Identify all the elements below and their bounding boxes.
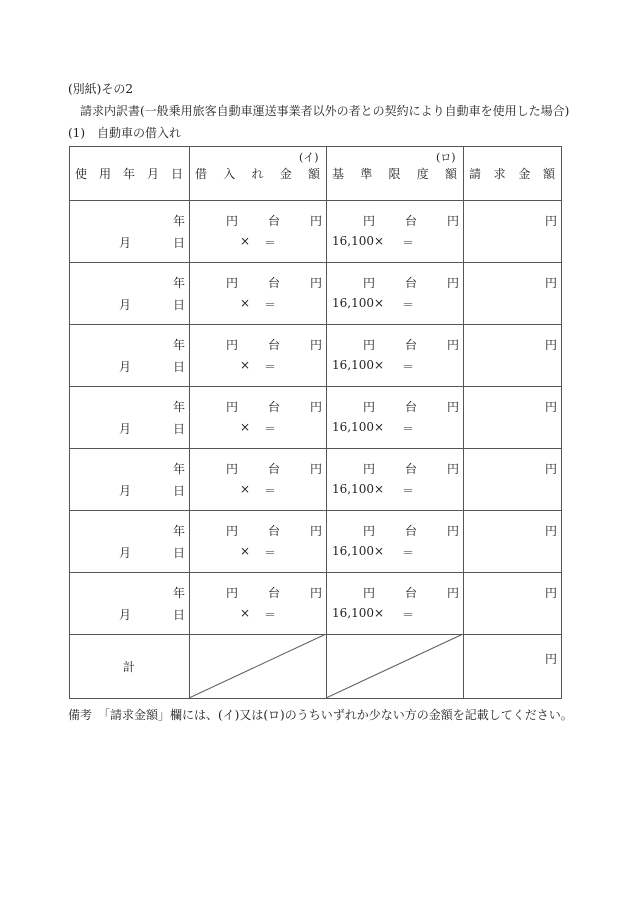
header-char: 準 — [360, 167, 373, 181]
standard-units-label: 台 — [405, 462, 418, 476]
standard-yen-label: 円 — [447, 214, 460, 228]
claim-breakdown-table — [69, 146, 562, 699]
claim-yen-label: 円 — [545, 276, 558, 290]
table-row-border — [69, 572, 562, 573]
loan-equals-sign: ＝ — [264, 236, 277, 250]
loan-units-label: 台 — [268, 338, 281, 352]
claim-yen-label: 円 — [545, 400, 558, 414]
loan-yen-label: 円 — [310, 586, 323, 600]
standard-rate-value: 16,100× — [332, 358, 385, 372]
loan-units-label: 台 — [268, 276, 281, 290]
standard-rate-value: 16,100× — [332, 606, 385, 620]
loan-equals-sign: ＝ — [264, 298, 277, 312]
header-char: 請 — [469, 167, 482, 181]
loan-times-sign: × — [240, 482, 251, 496]
loan-times-sign: × — [240, 606, 251, 620]
date-year-label: 年 — [173, 214, 186, 228]
loan-yen-label: 円 — [226, 462, 239, 476]
standard-yen-label: 円 — [363, 400, 376, 414]
loan-times-sign: × — [240, 544, 251, 558]
header-char: 借 — [195, 167, 208, 181]
date-day-label: 日 — [173, 298, 186, 312]
header-char: 用 — [98, 167, 111, 181]
header-char: 金 — [518, 167, 531, 181]
header-char: 月 — [146, 167, 159, 181]
standard-equals-sign: ＝ — [402, 546, 415, 560]
standard-equals-sign: ＝ — [402, 422, 415, 436]
header-char: 年 — [122, 167, 135, 181]
total-label: 計 — [123, 660, 136, 674]
table-column-border — [69, 146, 70, 699]
header-cell-2 — [332, 165, 457, 182]
table-row-border — [69, 386, 562, 387]
header-cell-1 — [195, 165, 320, 182]
standard-yen-label: 円 — [447, 400, 460, 414]
standard-yen-label: 円 — [363, 276, 376, 290]
date-day-label: 日 — [173, 608, 186, 622]
date-month-label: 月 — [119, 484, 132, 498]
loan-yen-label: 円 — [310, 214, 323, 228]
date-year-label: 年 — [173, 462, 186, 476]
form-label: (別紙)その2 — [68, 82, 133, 96]
header-char: 度 — [416, 167, 429, 181]
loan-times-sign: × — [240, 420, 251, 434]
header-char: 日 — [170, 167, 183, 181]
date-month-label: 月 — [119, 236, 132, 250]
date-day-label: 日 — [173, 484, 186, 498]
table-column-border — [561, 146, 562, 699]
loan-units-label: 台 — [268, 400, 281, 414]
loan-yen-label: 円 — [310, 338, 323, 352]
standard-yen-label: 円 — [447, 462, 460, 476]
standard-equals-sign: ＝ — [402, 298, 415, 312]
section-heading: (1) 自動車の借入れ — [68, 126, 181, 140]
header-char: 使 — [75, 167, 88, 181]
date-year-label: 年 — [173, 400, 186, 414]
standard-yen-label: 円 — [363, 462, 376, 476]
date-day-label: 日 — [173, 422, 186, 436]
header-cell-0 — [75, 165, 183, 182]
not-applicable-diagonal — [189, 634, 326, 698]
standard-units-label: 台 — [405, 276, 418, 290]
date-month-label: 月 — [119, 546, 132, 560]
claim-yen-label: 円 — [545, 214, 558, 228]
loan-yen-label: 円 — [310, 400, 323, 414]
standard-units-label: 台 — [405, 214, 418, 228]
standard-yen-label: 円 — [447, 524, 460, 538]
date-year-label: 年 — [173, 586, 186, 600]
loan-yen-label: 円 — [226, 586, 239, 600]
header-char: 求 — [493, 167, 506, 181]
loan-yen-label: 円 — [226, 400, 239, 414]
header-tag-1: (イ) — [299, 151, 319, 164]
date-year-label: 年 — [173, 338, 186, 352]
standard-rate-value: 16,100× — [332, 420, 385, 434]
loan-times-sign: × — [240, 296, 251, 310]
loan-yen-label: 円 — [226, 338, 239, 352]
standard-equals-sign: ＝ — [402, 484, 415, 498]
header-tag-2: (ロ) — [436, 151, 456, 164]
loan-equals-sign: ＝ — [264, 360, 277, 374]
date-day-label: 日 — [173, 546, 186, 560]
claim-yen-label: 円 — [545, 338, 558, 352]
total-claim-yen-label: 円 — [545, 652, 558, 666]
date-month-label: 月 — [119, 422, 132, 436]
date-day-label: 日 — [173, 236, 186, 250]
date-year-label: 年 — [173, 524, 186, 538]
header-char: れ — [251, 167, 264, 181]
table-row-border — [69, 510, 562, 511]
standard-yen-label: 円 — [363, 338, 376, 352]
date-month-label: 月 — [119, 360, 132, 374]
standard-yen-label: 円 — [363, 586, 376, 600]
standard-yen-label: 円 — [363, 524, 376, 538]
loan-units-label: 台 — [268, 214, 281, 228]
header-char: 額 — [444, 167, 457, 181]
loan-units-label: 台 — [268, 586, 281, 600]
standard-rate-value: 16,100× — [332, 296, 385, 310]
claim-yen-label: 円 — [545, 462, 558, 476]
document-title: 請求内訳書(一般乗用旅客自動車運送事業者以外の者との契約により自動車を使用した場合) — [80, 104, 570, 118]
loan-yen-label: 円 — [226, 276, 239, 290]
not-applicable-diagonal — [326, 634, 463, 698]
header-cell-3 — [469, 165, 555, 182]
loan-yen-label: 円 — [310, 524, 323, 538]
date-year-label: 年 — [173, 276, 186, 290]
standard-equals-sign: ＝ — [402, 236, 415, 250]
header-char: 基 — [332, 167, 345, 181]
standard-yen-label: 円 — [447, 338, 460, 352]
claim-yen-label: 円 — [545, 586, 558, 600]
loan-times-sign: × — [240, 234, 251, 248]
standard-rate-value: 16,100× — [332, 482, 385, 496]
date-month-label: 月 — [119, 298, 132, 312]
standard-units-label: 台 — [405, 586, 418, 600]
header-char: 入 — [223, 167, 236, 181]
header-char: 限 — [388, 167, 401, 181]
standard-rate-value: 16,100× — [332, 234, 385, 248]
loan-units-label: 台 — [268, 462, 281, 476]
date-month-label: 月 — [119, 608, 132, 622]
table-row-border — [69, 200, 562, 201]
table-column-border — [189, 146, 190, 699]
standard-units-label: 台 — [405, 524, 418, 538]
loan-equals-sign: ＝ — [264, 422, 277, 436]
table-row-border — [69, 262, 562, 263]
loan-units-label: 台 — [268, 524, 281, 538]
standard-equals-sign: ＝ — [402, 360, 415, 374]
header-char: 額 — [542, 167, 555, 181]
table-column-border — [463, 146, 464, 699]
remarks-note: 備考 「請求金額」欄には、(イ)又は(ロ)のうちいずれか少ない方の金額を記載してください。 — [68, 708, 573, 722]
standard-yen-label: 円 — [363, 214, 376, 228]
header-char: 金 — [279, 167, 292, 181]
table-column-border — [326, 146, 327, 699]
standard-yen-label: 円 — [447, 586, 460, 600]
table-row-border — [69, 146, 562, 147]
table-row-border — [69, 448, 562, 449]
loan-yen-label: 円 — [226, 524, 239, 538]
loan-equals-sign: ＝ — [264, 608, 277, 622]
header-char: 額 — [307, 167, 320, 181]
claim-yen-label: 円 — [545, 524, 558, 538]
loan-times-sign: × — [240, 358, 251, 372]
standard-units-label: 台 — [405, 400, 418, 414]
loan-yen-label: 円 — [310, 276, 323, 290]
standard-equals-sign: ＝ — [402, 608, 415, 622]
standard-units-label: 台 — [405, 338, 418, 352]
standard-yen-label: 円 — [447, 276, 460, 290]
loan-yen-label: 円 — [310, 462, 323, 476]
standard-rate-value: 16,100× — [332, 544, 385, 558]
table-row-border — [69, 324, 562, 325]
table-row-border — [69, 698, 562, 699]
loan-yen-label: 円 — [226, 214, 239, 228]
date-day-label: 日 — [173, 360, 186, 374]
loan-equals-sign: ＝ — [264, 484, 277, 498]
loan-equals-sign: ＝ — [264, 546, 277, 560]
